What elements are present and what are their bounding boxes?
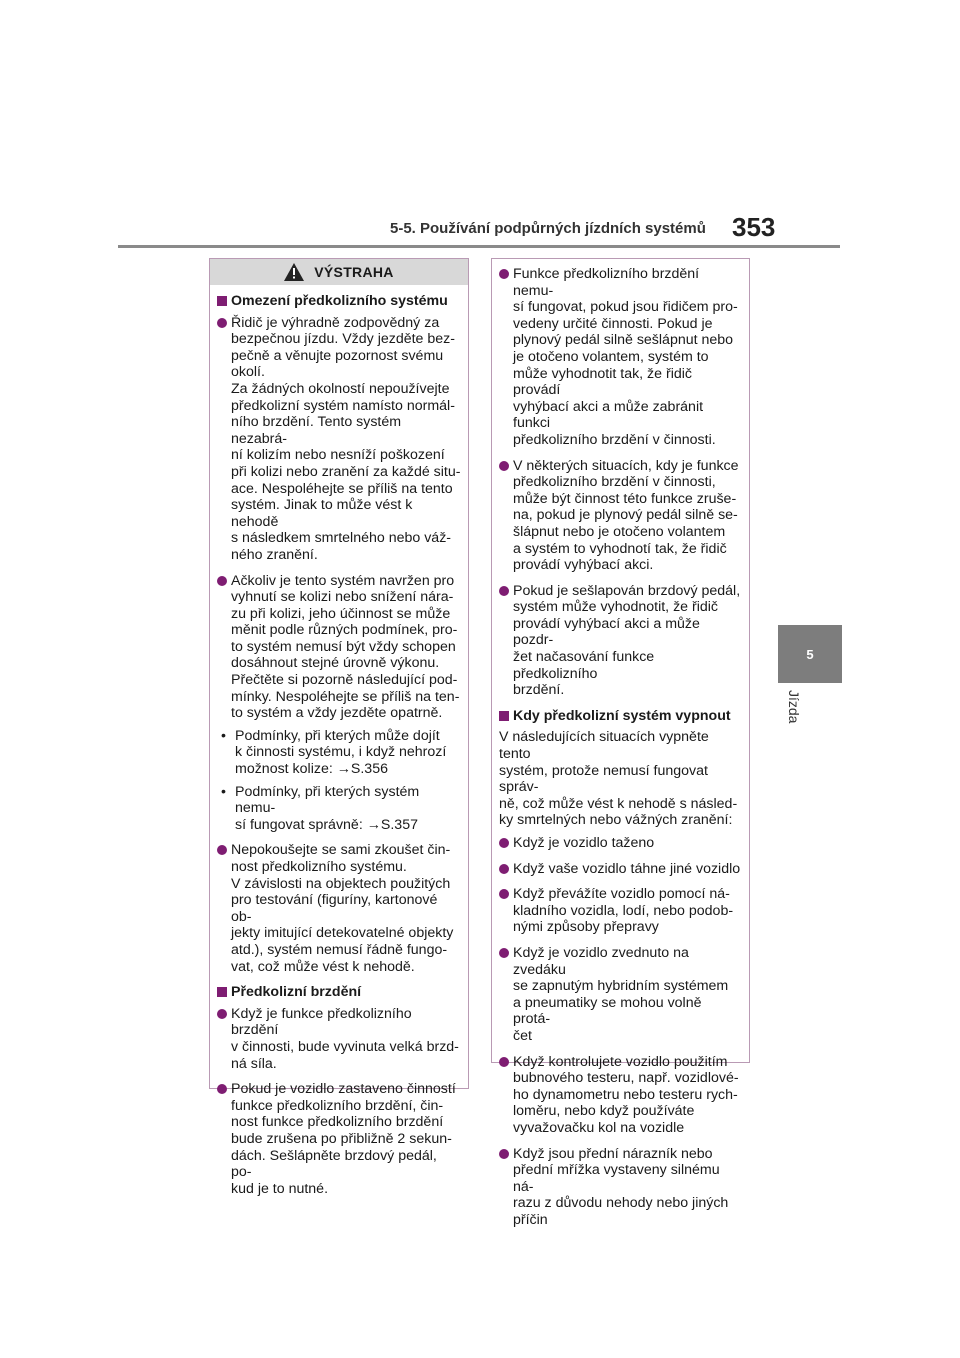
chapter-label	[786, 690, 806, 740]
list-item: Když vaše vozidlo táhne jiné vozidlo	[499, 861, 742, 878]
warning-box-continued	[491, 258, 750, 1228]
section-title: 5-5. Používání podpůrných jízdních systémů	[390, 220, 706, 237]
warning-triangle-icon	[284, 263, 304, 281]
intro-paragraph: V následujících situacích vypněte tento systém, protože nemusí fungovat správ- ně, což může vést k nehodě s násled- ky smrtelných nebo vážných zranění:	[499, 729, 738, 829]
list-item: Když převážíte vozidlo pomocí ná- kladního vozidla, lodí, nebo podob- nými způsoby přepravy	[499, 886, 742, 936]
section-heading-limitations: Omezení předkolizního systému	[217, 293, 461, 310]
header-divider	[118, 245, 840, 248]
warning-header	[210, 259, 468, 285]
list-item: Pokud je sešlapován brzdový pedál, systém může vyhodnotit, že řidič provádí vyhýbací akci a může pozdr- žet načasování funkce předkolizního brzdění.	[499, 583, 742, 699]
section-heading-disable: Kdy předkolizní systém vypnout	[499, 708, 742, 725]
list-item: V některých situacích, kdy je funkce předkolizního brzdění v činnosti, může být činnost této funkce zruše- na, pokud je plynový pedál silně se- šlápnut nebo je otočeno volantem a systém to vyhodnotí tak, že řidič provádí vyhýbací akci.	[499, 458, 742, 574]
list-item: Když kontrolujete vozidlo použitím bubnového testeru, např. vozidlové- ho dynamometru nebo testeru rych- loměru, nebo když používáte vyvažovačku kol na vozidle	[499, 1054, 742, 1137]
warning-box	[209, 258, 469, 1197]
condition-reference[interactable]: • Podmínky, při kterých může dojít k činnosti systému, i když nehrozí možnost kolize: →S.356	[217, 728, 461, 778]
list-item: Nepokoušejte se sami zkoušet čin- nost předkolizního systému. V závislosti na objektech použitých pro testování (figuríny, kartonové ob- jekty imitující detekovatelné objekty atd.), systém nemusí řádně fungo- vat, což může vést k nehodě.	[217, 842, 461, 975]
list-item: Ačkoliv je tento systém navržen pro vyhnutí se kolizi nebo snížení nára- zu při kolizi, jeho účinnost se může měnit podle různých podmínek, pro- to systém nemusí být vždy schopen dosáhnout stejné úrovně výkonu. Přečtěte si pozorně následující pod- mínky. Nespoléhejte se příliš na ten- to systém a vždy jezděte opatrně.	[217, 573, 461, 722]
list-item: Když je vozidlo zvednuto na zvedáku se zapnutým hybridním systémem a pneumatiky se mohou volně protá- čet	[499, 945, 742, 1045]
list-item: Řidič je výhradně zodpovědný za bezpečnou jízdu. Vždy jezděte bez- pečně a věnujte pozornost svému okolí. Za žádných okolností nepoužívejte předkolizní systém namísto normál- ního brzdění. Tento systém nezabrá- ní kolizím nebo nesníží poškození při kolizi nebo zranění za každé situ- ace. Nespoléhejte se příliš na tento systém. Jinak to může vést k nehodě s následkem smrtelného nebo váž- ného zranění.	[217, 315, 461, 564]
page-number: 353	[732, 212, 776, 242]
condition-reference[interactable]: • Podmínky, při kterých systém nemu- sí fungovat správně: →S.357	[217, 784, 461, 834]
list-item: Když jsou přední nárazník nebo přední mřížka vystaveny silnému ná- razu z důvodu nehody nebo jiných příčin	[499, 1146, 742, 1229]
chapter-tab[interactable]: 5	[778, 625, 842, 683]
warning-title: VÝSTRAHA	[314, 263, 394, 280]
section-heading-braking: Předkolizní brzdění	[217, 984, 461, 1001]
list-item: Funkce předkolizního brzdění nemu- sí fungovat, pokud jsou řidičem pro- vedeny určité činnosti. Pokud je plynový pedál silně sešlápnut nebo je otočeno volantem, systém to může vyhodnotit tak, že řidič provádí vyhýbací akci a může zabránit funkci předkolizního brzdění v činnosti.	[499, 266, 742, 449]
list-item: Když je vozidlo taženo	[499, 835, 742, 852]
list-item: Když je funkce předkolizního brzdění v činnosti, bude vyvinuta velká brzd- ná síla.	[217, 1006, 461, 1072]
chapter-label-text: Jízda	[786, 690, 802, 724]
list-item: Pokud je vozidlo zastaveno činností funkce předkolizního brzdění, čin- nost funkce předkolizního brzdění bude zrušena po přibližně 2 sekun- dách. Sešlápněte brzdový pedál, po- kud je to nutné.	[217, 1081, 461, 1197]
